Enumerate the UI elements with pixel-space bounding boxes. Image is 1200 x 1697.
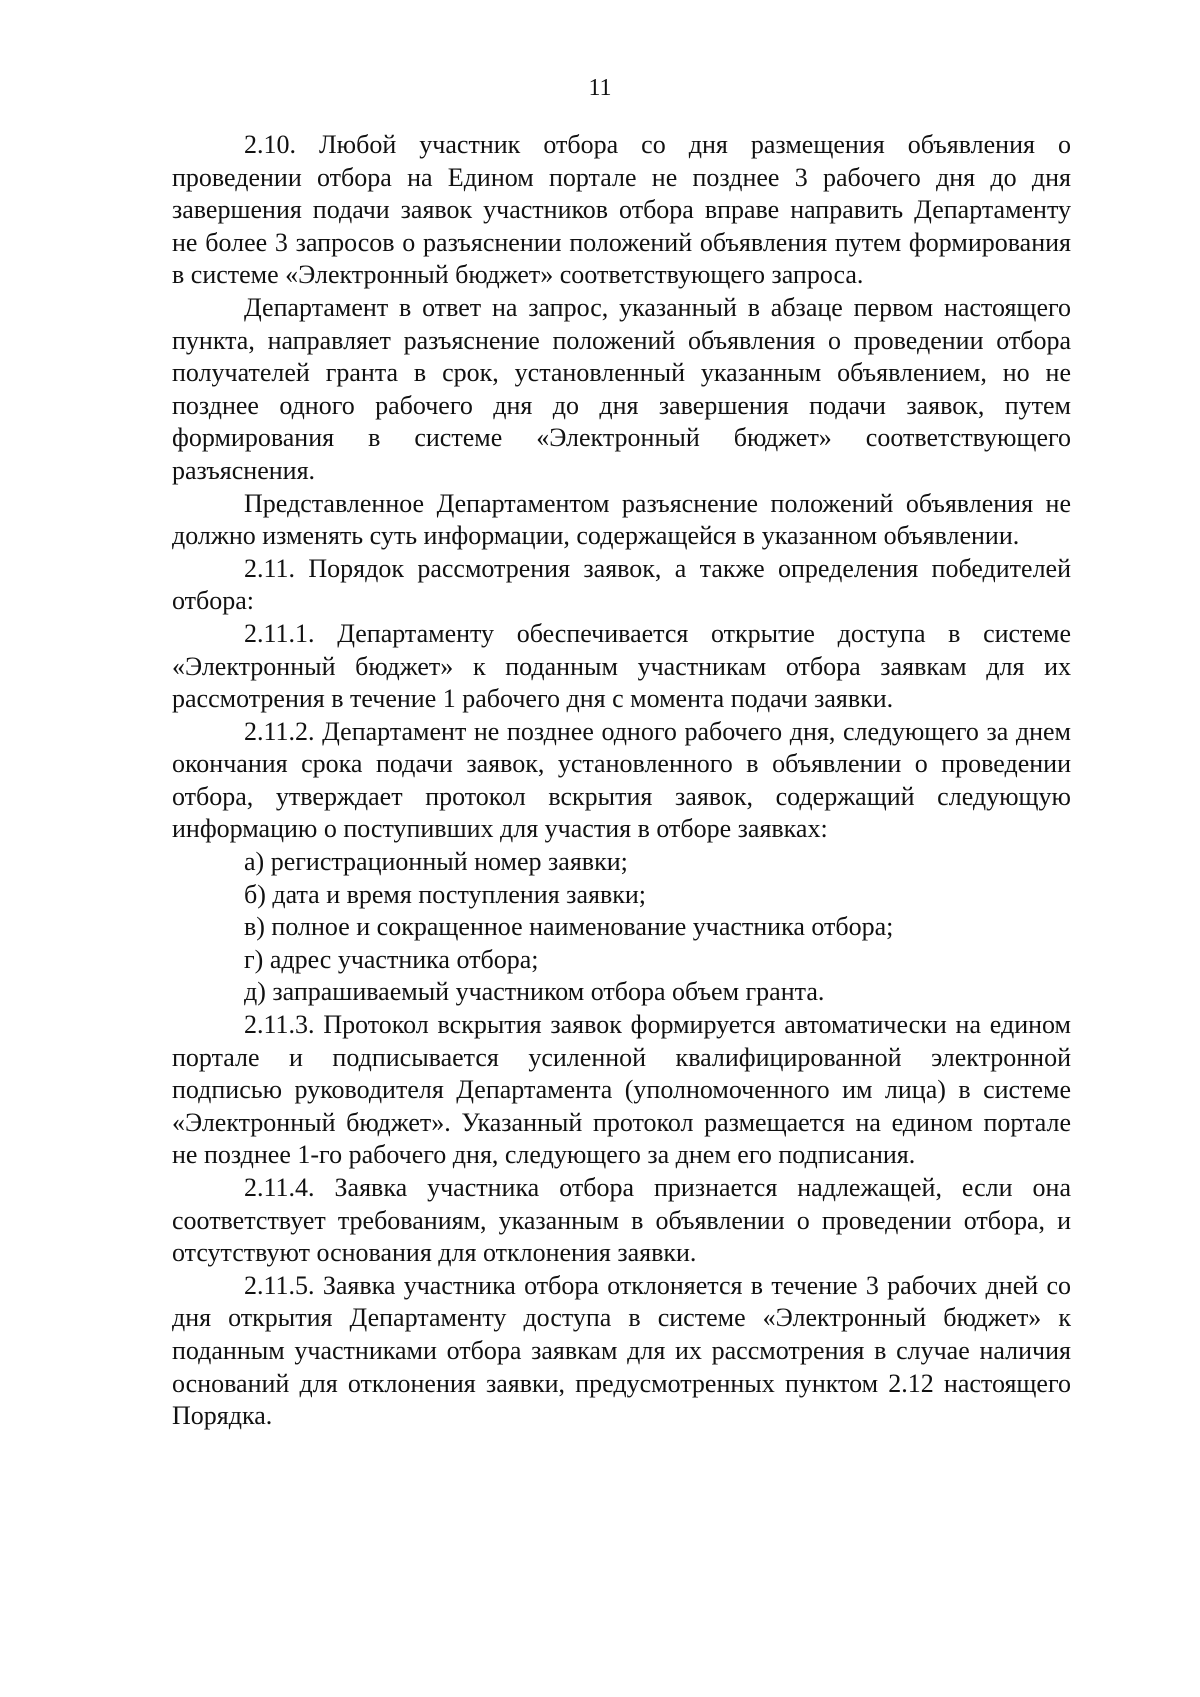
paragraph-2-11-4: 2.11.4. Заявка участника отбора признается надлежащей, если она соответствует требованиям, указанным в объявлении о проведении отбора, и отсутствуют основания для отклонения заявки. bbox=[172, 1173, 1071, 1268]
paragraph-2-10: 2.10. Любой участник отбора со дня размещения объявления о проведении отбора на Едином портале не позднее 3 рабочего дня до дня завершения подачи заявок участников отбора вправе направить Департаменту не более 3 запросов о разъяснении положений объявления путем формирования в системе «Электронный бюджет» соответствующего запроса. bbox=[172, 130, 1071, 290]
list-item-v: в) полное и сокращенное наименование участника отбора; bbox=[244, 912, 894, 942]
paragraph-2-11-5: 2.11.5. Заявка участника отбора отклоняется в течение 3 рабочих дней со дня открытия Департаменту доступа в системе «Электронный бюджет» к поданным участниками отбора заявкам для их рассмотрения в случае наличия оснований для отклонения заявки, предусмотренных пунктом 2.12 настоящего Порядка. bbox=[172, 1270, 1071, 1431]
paragraph-2-11-2: 2.11.2. Департамент не позднее одного рабочего дня, следующего за днем окончания срока подачи заявок, установленного в объявлении о проведении отбора, утверждает протокол вскрытия заявок, содержащий следующую информацию о поступивших для участия в отборе заявках: bbox=[172, 716, 1071, 844]
paragraph-2-11: 2.11. Порядок рассмотрения заявок, а также определения победителей отбора: bbox=[172, 553, 1071, 616]
document-body bbox=[172, 129, 1071, 1433]
paragraph-department-response: Департамент в ответ на запрос, указанный в абзаце первом настоящего пункта, направляет разъяснение положений объявления о проведении отбора получателей гранта в срок, установленный указанным объявлением, но не позднее одного рабочего дня до дня завершения подачи заявок, путем формирования в системе «Электронный бюджет» соответствующего разъяснения. bbox=[172, 292, 1071, 485]
paragraph-clarification-limit: Представленное Департаментом разъяснение положений объявления не должно изменять суть информации, содержащейся в указанном объявлении. bbox=[172, 488, 1071, 551]
paragraph-2-11-1: 2.11.1. Департаменту обеспечивается открытие доступа в системе «Электронный бюджет» к поданным участникам отбора заявкам для их рассмотрения в течение 1 рабочего дня с момента подачи заявки. bbox=[172, 618, 1071, 714]
list-item-g: г) адрес участника отбора; bbox=[244, 944, 539, 974]
paragraph-2-11-3: 2.11.3. Протокол вскрытия заявок формируется автоматически на едином портале и подписывается усиленной квалифицированной электронной подписью руководителя Департамента (уполномоченного им лица) в системе «Электронный бюджет». Указанный протокол размещается на едином портале не позднее 1-го рабочего дня, следующего за днем его подписания. bbox=[172, 1010, 1071, 1170]
list-item-b: б) дата и время поступления заявки; bbox=[244, 879, 646, 909]
page-number: 11 bbox=[588, 75, 612, 101]
list-item-a: а) регистрационный номер заявки; bbox=[244, 847, 628, 877]
list-item-d: д) запрашиваемый участником отбора объем гранта. bbox=[244, 977, 825, 1007]
